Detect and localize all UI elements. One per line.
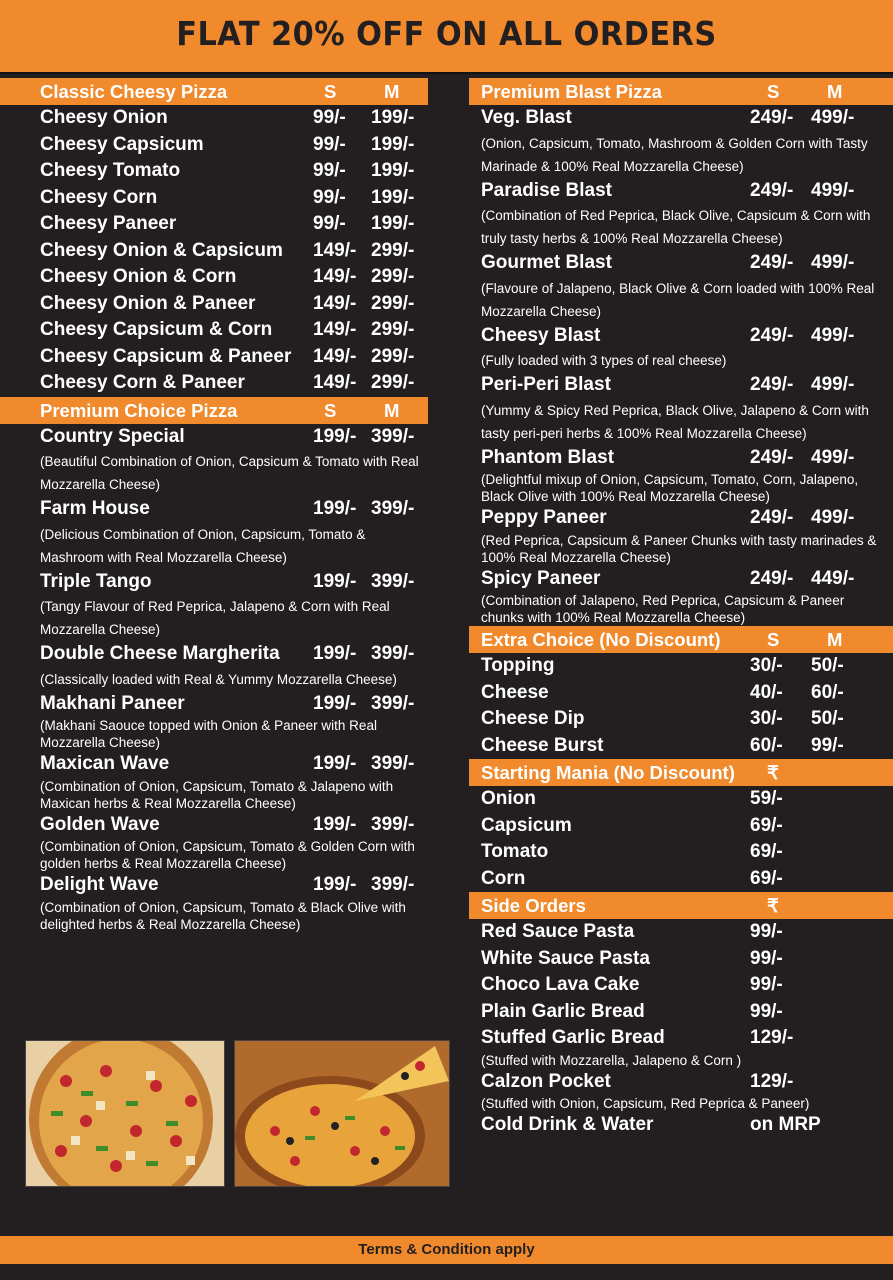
price-medium: 60/- bbox=[811, 681, 844, 703]
menu-item bbox=[28, 132, 428, 159]
price-small: 249/- bbox=[750, 374, 794, 395]
item-description: (Stuffed with Onion, Capsicum, Red Peprica & Paneer) bbox=[481, 1096, 810, 1111]
menu-item bbox=[28, 264, 428, 291]
menu-item bbox=[469, 323, 893, 373]
price-medium: 399/- bbox=[371, 425, 415, 447]
price-small: 199/- bbox=[313, 692, 357, 714]
item-name: Capsicum bbox=[481, 814, 572, 836]
price-small: 249/- bbox=[750, 107, 794, 128]
price-small: 99/- bbox=[750, 974, 783, 995]
section-header-starting-mania-no-discount bbox=[469, 759, 893, 786]
menu-item bbox=[469, 733, 893, 760]
price-medium: 199/- bbox=[371, 107, 415, 128]
item-name: Red Sauce Pasta bbox=[481, 921, 635, 942]
section-header-premium-choice-pizza bbox=[0, 397, 428, 424]
price-small: 129/- bbox=[750, 1070, 794, 1092]
price-medium: 449/- bbox=[811, 567, 855, 589]
menu-item bbox=[28, 569, 428, 642]
price-small: 249/- bbox=[750, 567, 794, 589]
item-description: (Onion, Capsicum, Tomato, Mashroom & Golden Corn with Tasty Marinade & 100% Real Mozzarella Cheese) bbox=[481, 135, 868, 174]
size-medium-label: M bbox=[384, 81, 400, 102]
price-small: 249/- bbox=[750, 179, 794, 201]
menu-item bbox=[28, 211, 428, 238]
rupee-label: ₹ bbox=[767, 895, 779, 916]
price-medium: 299/- bbox=[371, 345, 415, 367]
item-name: Cheesy Corn & Paneer bbox=[40, 372, 245, 393]
size-small-label: S bbox=[324, 81, 337, 102]
menu-item bbox=[28, 872, 428, 933]
price-small: 59/- bbox=[750, 788, 783, 809]
menu-item bbox=[28, 105, 428, 132]
price-small: 249/- bbox=[750, 324, 794, 346]
item-name: Cheesy Onion bbox=[40, 107, 168, 128]
price-medium: 199/- bbox=[371, 186, 415, 208]
item-description: (Fully loaded with 3 types of real cheese) bbox=[481, 353, 727, 368]
price-medium: 399/- bbox=[371, 498, 415, 519]
price-medium: 399/- bbox=[371, 874, 415, 895]
price-medium: 299/- bbox=[371, 266, 415, 287]
price-small: 99/- bbox=[313, 186, 346, 208]
item-name: Peri-Peri Blast bbox=[481, 374, 611, 395]
item-name: Golden Wave bbox=[40, 813, 160, 835]
item-name: Paradise Blast bbox=[481, 179, 612, 201]
item-name: Cheesy Tomato bbox=[40, 160, 181, 181]
footer-bar bbox=[0, 1236, 893, 1264]
price-medium: 50/- bbox=[811, 655, 844, 676]
item-description: (Flavoure of Jalapeno, Black Olive & Corn loaded with 100% Real Mozzarella Cheese) bbox=[481, 280, 875, 319]
price-medium: 299/- bbox=[371, 239, 415, 261]
item-name: Corn bbox=[481, 867, 526, 889]
section-header-extra-choice-no-discount bbox=[469, 626, 893, 653]
price-small: 69/- bbox=[750, 867, 783, 889]
item-name: Cheesy Capsicum & Paneer bbox=[40, 345, 292, 367]
item-description: (Makhani Saouce topped with Onion & Paneer with Real Mozzarella Cheese) bbox=[40, 718, 377, 750]
pizza-slice-photo bbox=[234, 1040, 450, 1187]
menu-item bbox=[469, 445, 893, 506]
item-name: Cheese bbox=[481, 681, 549, 703]
menu-item bbox=[28, 317, 428, 344]
menu-item bbox=[28, 158, 428, 185]
price-medium: 299/- bbox=[371, 319, 415, 340]
item-name: Spicy Paneer bbox=[481, 567, 601, 589]
item-description: (Classically loaded with Real & Yummy Mozzarella Cheese) bbox=[40, 671, 397, 687]
menu-item bbox=[28, 496, 428, 569]
menu-item bbox=[469, 1112, 893, 1139]
left-menu-column bbox=[28, 78, 428, 933]
menu-item bbox=[469, 566, 893, 627]
price-medium: 99/- bbox=[811, 734, 844, 756]
item-name: Maxican Wave bbox=[40, 753, 170, 774]
item-name: Cheesy Corn bbox=[40, 186, 158, 208]
menu-item bbox=[469, 919, 893, 946]
size-medium-label: M bbox=[384, 399, 400, 421]
price-small: 249/- bbox=[750, 252, 794, 273]
price-small: 149/- bbox=[313, 372, 357, 393]
menu-item bbox=[28, 812, 428, 873]
price-small: 249/- bbox=[750, 446, 794, 468]
price-medium: 499/- bbox=[811, 107, 855, 128]
price-medium: 399/- bbox=[371, 643, 415, 664]
item-name: Cheesy Onion & Capsicum bbox=[40, 239, 283, 261]
item-description: (Combination of Onion, Capsicum, Tomato & Black Olive with delighted herbs & Real Mozzarella Cheese) bbox=[40, 899, 406, 932]
menu-item bbox=[469, 786, 893, 813]
item-description: (Tangy Flavour of Red Peprica, Jalapeno & Corn with Real Mozzarella Cheese) bbox=[40, 599, 390, 637]
menu-item bbox=[469, 866, 893, 893]
price-small: 30/- bbox=[750, 655, 783, 676]
menu-item bbox=[28, 238, 428, 265]
price-small: 40/- bbox=[750, 681, 783, 703]
size-small-label: S bbox=[767, 81, 780, 102]
section-header-side-orders bbox=[469, 892, 893, 919]
offer-title: FLAT 20% OFF ON ALL ORDERS bbox=[176, 14, 717, 53]
price-small: 149/- bbox=[313, 239, 357, 261]
item-name: Cold Drink & Water bbox=[481, 1114, 654, 1135]
price-small: 99/- bbox=[750, 947, 783, 969]
price-small: 199/- bbox=[313, 498, 357, 519]
item-name: Veg. Blast bbox=[481, 107, 572, 128]
price-small: 69/- bbox=[750, 814, 783, 836]
price-medium: 499/- bbox=[811, 179, 855, 201]
pizza-photo bbox=[25, 1040, 225, 1187]
item-name: Delight Wave bbox=[40, 874, 159, 895]
item-name: Cheesy Capsicum bbox=[40, 133, 204, 155]
item-description: (Beautiful Combination of Onion, Capsicum & Tomato with Real Mozzarella Cheese) bbox=[40, 454, 419, 492]
menu-item bbox=[28, 370, 428, 397]
price-small: 149/- bbox=[313, 319, 357, 340]
menu-item bbox=[28, 424, 428, 497]
item-description: (Combination of Red Peprica, Black Olive, Capsicum & Corn with truly tasty herbs & 100% Real Mozzarella Cheese) bbox=[481, 208, 871, 246]
price-small: on MRP bbox=[750, 1114, 821, 1135]
price-small: 149/- bbox=[313, 292, 357, 314]
menu-item bbox=[469, 680, 893, 707]
price-medium: 399/- bbox=[371, 570, 415, 592]
item-description: (Yummy & Spicy Red Peprica, Black Olive, Jalapeno & Corn with tasty peri-peri herbs & 100% Real Mozzarella Cheese) bbox=[481, 402, 869, 441]
item-name: Cheesy Blast bbox=[481, 324, 601, 346]
price-medium: 499/- bbox=[811, 446, 855, 468]
section-title: Premium Blast Pizza bbox=[481, 81, 662, 102]
item-description: (Combination of Onion, Capsicum, Tomato & Jalapeno with Maxican herbs & Real Mozzarella Cheese) bbox=[40, 778, 394, 811]
item-name: Phantom Blast bbox=[481, 446, 615, 468]
menu-item bbox=[469, 1069, 893, 1113]
price-small: 99/- bbox=[750, 1000, 783, 1022]
menu-item bbox=[469, 946, 893, 973]
price-small: 199/- bbox=[313, 874, 357, 895]
menu-item bbox=[469, 706, 893, 733]
item-description: (Red Peprica, Capsicum & Paneer Chunks with tasty marinades & 100% Real Mozzarella Cheese) bbox=[481, 532, 877, 565]
price-small: 60/- bbox=[750, 734, 783, 756]
price-small: 129/- bbox=[750, 1027, 794, 1048]
price-small: 149/- bbox=[313, 345, 357, 367]
price-medium: 399/- bbox=[371, 813, 415, 835]
item-name: Onion bbox=[481, 788, 536, 809]
item-name: Double Cheese Margherita bbox=[40, 643, 280, 664]
price-medium: 499/- bbox=[811, 324, 855, 346]
section-header-classic-cheesy-pizza bbox=[0, 78, 428, 105]
price-medium: 399/- bbox=[371, 753, 415, 774]
item-name: Makhani Paneer bbox=[40, 692, 185, 714]
price-medium: 50/- bbox=[811, 708, 844, 729]
menu-item bbox=[469, 178, 893, 251]
item-description: (Combination of Jalapeno, Red Peprica, Capsicum & Paneer chunks with 100% Real Mozzarella Cheese) bbox=[481, 593, 845, 625]
item-name: Peppy Paneer bbox=[481, 507, 607, 528]
menu-item bbox=[28, 185, 428, 212]
price-medium: 499/- bbox=[811, 507, 855, 528]
menu-item bbox=[469, 653, 893, 680]
item-name: Country Special bbox=[40, 425, 185, 447]
item-name: Cheese Dip bbox=[481, 708, 585, 729]
terms-text: Terms & Condition apply bbox=[358, 1241, 535, 1258]
menu-item bbox=[469, 999, 893, 1026]
item-description: (Stuffed with Mozzarella, Jalapeno & Corn ) bbox=[481, 1052, 742, 1068]
price-medium: 199/- bbox=[371, 133, 415, 155]
price-small: 249/- bbox=[750, 507, 794, 528]
menu-item bbox=[469, 972, 893, 999]
price-medium: 499/- bbox=[811, 374, 855, 395]
menu-item bbox=[28, 691, 428, 752]
item-name: Cheesy Capsicum & Corn bbox=[40, 319, 273, 340]
price-small: 99/- bbox=[313, 133, 346, 155]
price-small: 199/- bbox=[313, 643, 357, 664]
menu-item bbox=[469, 105, 893, 178]
menu-item bbox=[469, 839, 893, 866]
menu-item bbox=[28, 344, 428, 371]
menu-item bbox=[469, 1025, 893, 1069]
item-name: Cheesy Onion & Corn bbox=[40, 266, 237, 287]
section-header-premium-blast-pizza bbox=[469, 78, 893, 105]
menu-item bbox=[469, 372, 893, 445]
size-small-label: S bbox=[324, 399, 337, 421]
price-small: 149/- bbox=[313, 266, 357, 287]
section-title: Extra Choice (No Discount) bbox=[481, 629, 721, 650]
item-name: Choco Lava Cake bbox=[481, 974, 640, 995]
price-medium: 499/- bbox=[811, 252, 855, 273]
item-name: Plain Garlic Bread bbox=[481, 1000, 645, 1022]
price-small: 199/- bbox=[313, 425, 357, 447]
price-medium: 199/- bbox=[371, 213, 415, 234]
item-name: Cheesy Onion & Paneer bbox=[40, 292, 256, 314]
section-title: Side Orders bbox=[481, 895, 586, 916]
item-name: Triple Tango bbox=[40, 570, 152, 592]
rupee-label: ₹ bbox=[767, 762, 779, 783]
size-medium-label: M bbox=[827, 629, 843, 650]
price-small: 30/- bbox=[750, 708, 783, 729]
item-name: White Sauce Pasta bbox=[481, 947, 650, 969]
menu-item bbox=[469, 250, 893, 323]
item-name: Cheesy Paneer bbox=[40, 213, 177, 234]
price-medium: 299/- bbox=[371, 292, 415, 314]
section-title: Premium Choice Pizza bbox=[40, 399, 238, 421]
menu-item bbox=[28, 751, 428, 812]
price-small: 99/- bbox=[313, 107, 346, 128]
price-small: 199/- bbox=[313, 570, 357, 592]
price-small: 99/- bbox=[750, 921, 783, 942]
item-name: Gourmet Blast bbox=[481, 252, 612, 273]
section-title: Classic Cheesy Pizza bbox=[40, 81, 228, 102]
price-small: 99/- bbox=[313, 160, 346, 181]
menu-item bbox=[28, 641, 428, 691]
price-small: 199/- bbox=[313, 813, 357, 835]
right-menu-column bbox=[469, 78, 893, 1139]
price-medium: 399/- bbox=[371, 692, 415, 714]
menu-item bbox=[469, 505, 893, 566]
section-title: Starting Mania (No Discount) bbox=[481, 762, 735, 783]
item-name: Farm House bbox=[40, 498, 150, 519]
price-medium: 299/- bbox=[371, 372, 415, 393]
item-description: (Combination of Onion, Capsicum, Tomato & Golden Corn with golden herbs & Real Mozzarella Cheese) bbox=[40, 839, 415, 871]
price-small: 199/- bbox=[313, 753, 357, 774]
offer-banner bbox=[0, 0, 893, 74]
price-medium: 199/- bbox=[371, 160, 415, 181]
price-small: 99/- bbox=[313, 213, 346, 234]
size-small-label: S bbox=[767, 629, 780, 650]
item-description: (Delicious Combination of Onion, Capsicum, Tomato & Mashroom with Real Mozzarella Cheese) bbox=[40, 526, 366, 565]
item-description: (Delightful mixup of Onion, Capsicum, Tomato, Corn, Jalapeno, Black Olive with 100% Real Mozzarella Cheese) bbox=[481, 472, 859, 504]
item-name: Tomato bbox=[481, 841, 549, 862]
menu-item bbox=[469, 813, 893, 840]
size-medium-label: M bbox=[827, 81, 843, 102]
price-small: 69/- bbox=[750, 841, 783, 862]
item-name: Stuffed Garlic Bread bbox=[481, 1027, 665, 1048]
menu-item bbox=[28, 291, 428, 318]
item-name: Topping bbox=[481, 655, 555, 676]
item-name: Cheese Burst bbox=[481, 734, 604, 756]
item-name: Calzon Pocket bbox=[481, 1070, 611, 1092]
